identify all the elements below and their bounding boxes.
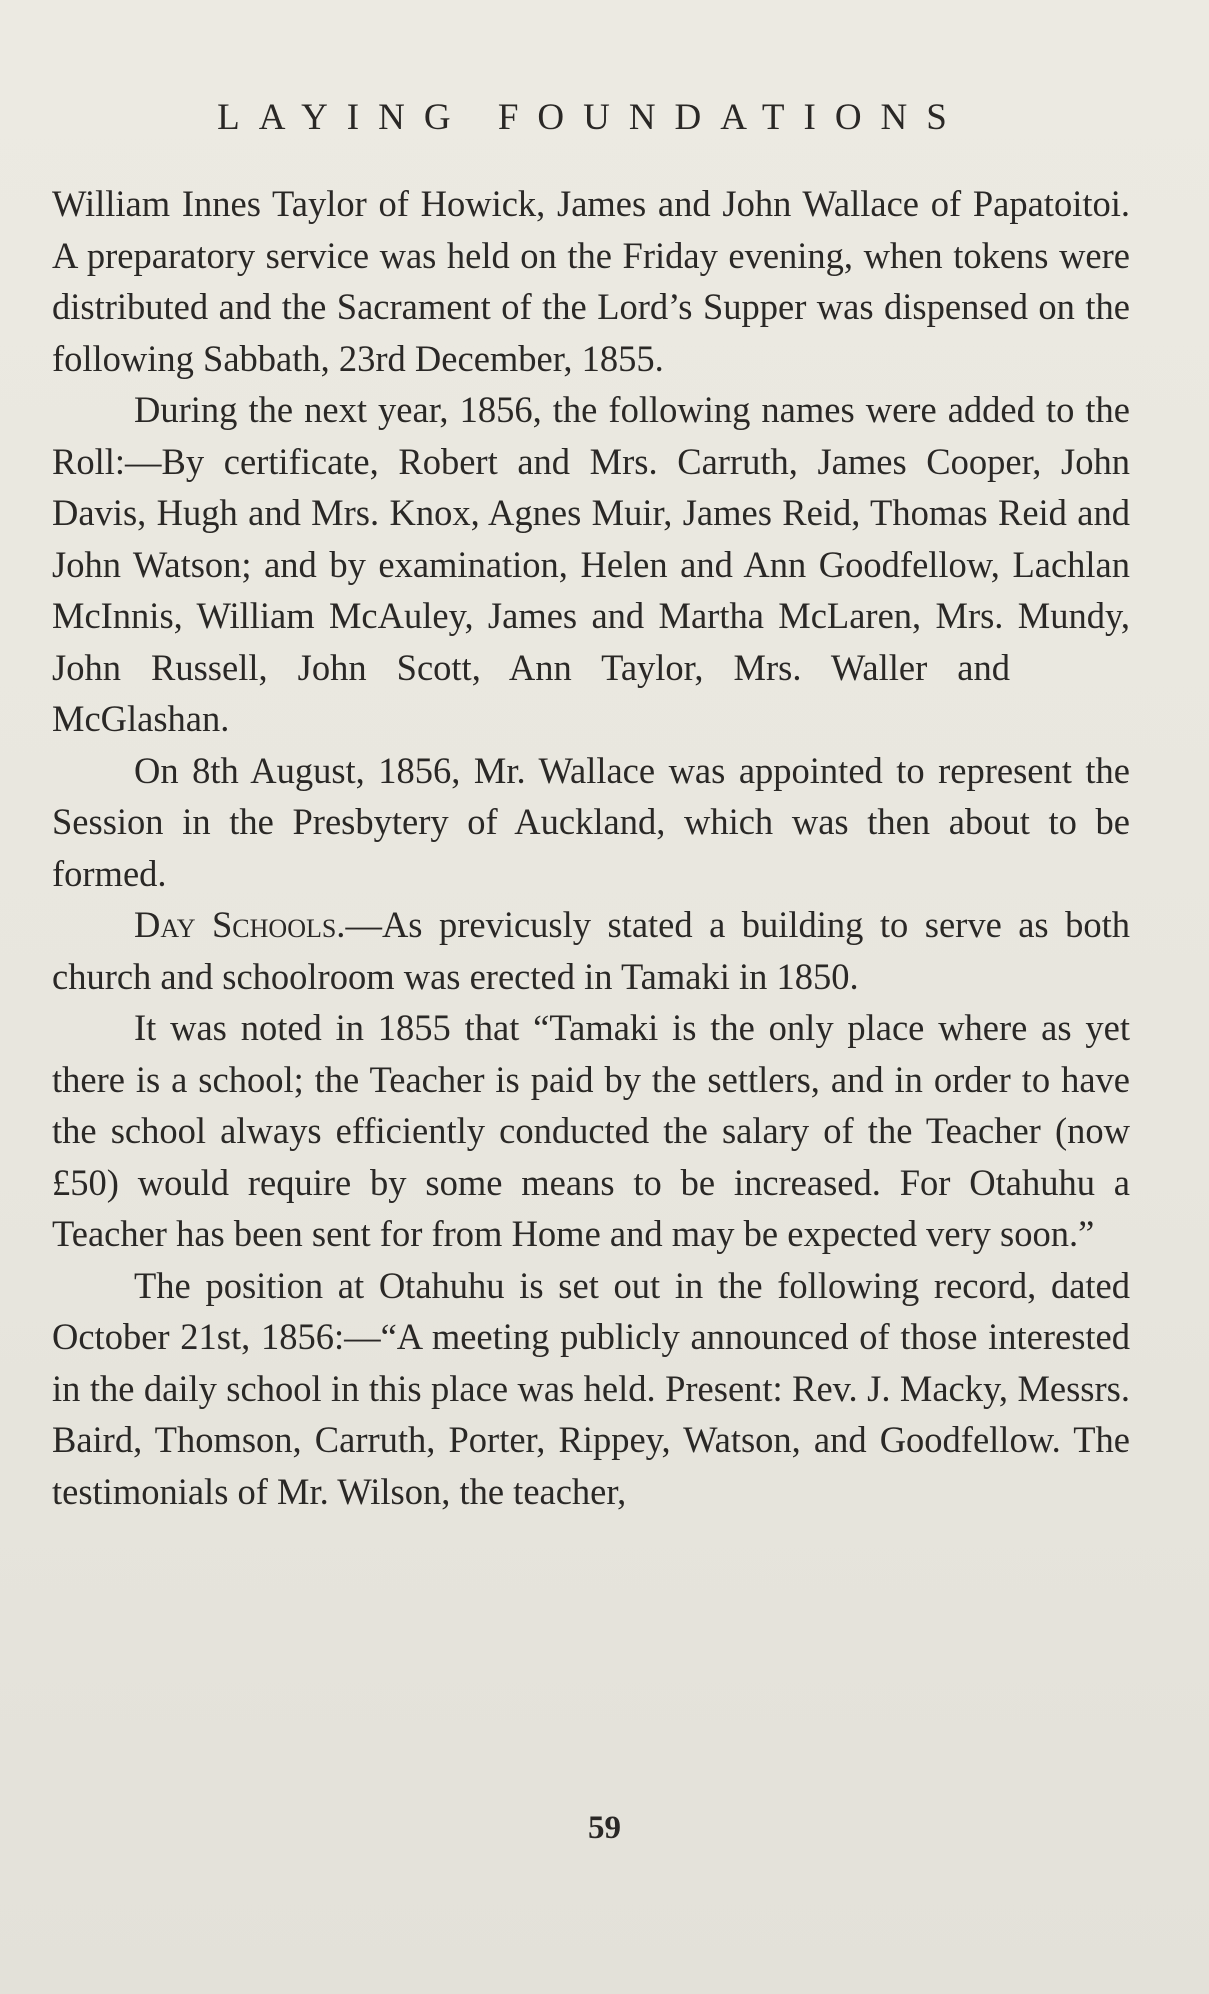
day-schools-text: —As previcusly stated a building to serve as both church and schoolroom was erected in Tamaki in 1850. (52, 904, 1130, 997)
roll-names-last: McGlashan. (52, 698, 230, 739)
paragraph-tamaki-school: It was noted in 1855 that “Tamaki is the only place where as yet there is a school; the Teacher is paid by the settlers, and in order to have the school always efficiently conducted the salary of the Teacher (now £50) would require by some means to be increased. For Otahuhu a Teacher has been sent for from Home and may be expected very soon.” (52, 1007, 1130, 1254)
roll-names-text: During the next year, 1856, the following names were added to the Roll:—By certificate, Robert and Mrs. Carruth, James Cooper, John Davis, Hugh and Mrs. Knox, Agnes Muir, James Reid, Thomas Reid and John Watson; and by examination, Helen and Ann Goodfellow, Lachlan McInnis, William McAuley, James and Martha McLaren, Mrs. Mundy, John Russell, John Scott, Ann Taylor, Mrs. Waller and (52, 389, 1130, 688)
body-text (52, 178, 1130, 1517)
section-heading-day-schools: Day Schools. (134, 904, 346, 945)
paragraph-day-schools (52, 899, 1130, 1002)
page-number: 59 (588, 1810, 621, 1846)
paragraph-otahuhu-record: The position at Otahuhu is set out in the following record, dated October 21st, 1856:—“A meeting publicly announced of those interested in the daily school in this place was held. Present: Rev. J. Macky, Messrs. Baird, Thomson, Carruth, Porter, Rippey, Watson, and Goodfellow. The testimonials of Mr. Wilson, the teacher, (52, 1264, 1130, 1512)
running-head: LAYING FOUNDATIONS (217, 97, 966, 138)
paragraph-continuation: William Innes Taylor of Howick, James and John Wallace of Papatoitoi. A preparatory service was held on the Friday evening, when tokens were distributed and the Sacrament of the Lord’s Supper was dispensed on the following Sabbath, 23rd December, 1855. (52, 183, 1130, 379)
paragraph-presbytery: On 8th August, 1856, Mr. Wallace was appointed to represent the Session in the Presbytery of Auckland, which was then about to be formed. (52, 749, 1130, 894)
paragraph-roll-names (52, 384, 1130, 745)
